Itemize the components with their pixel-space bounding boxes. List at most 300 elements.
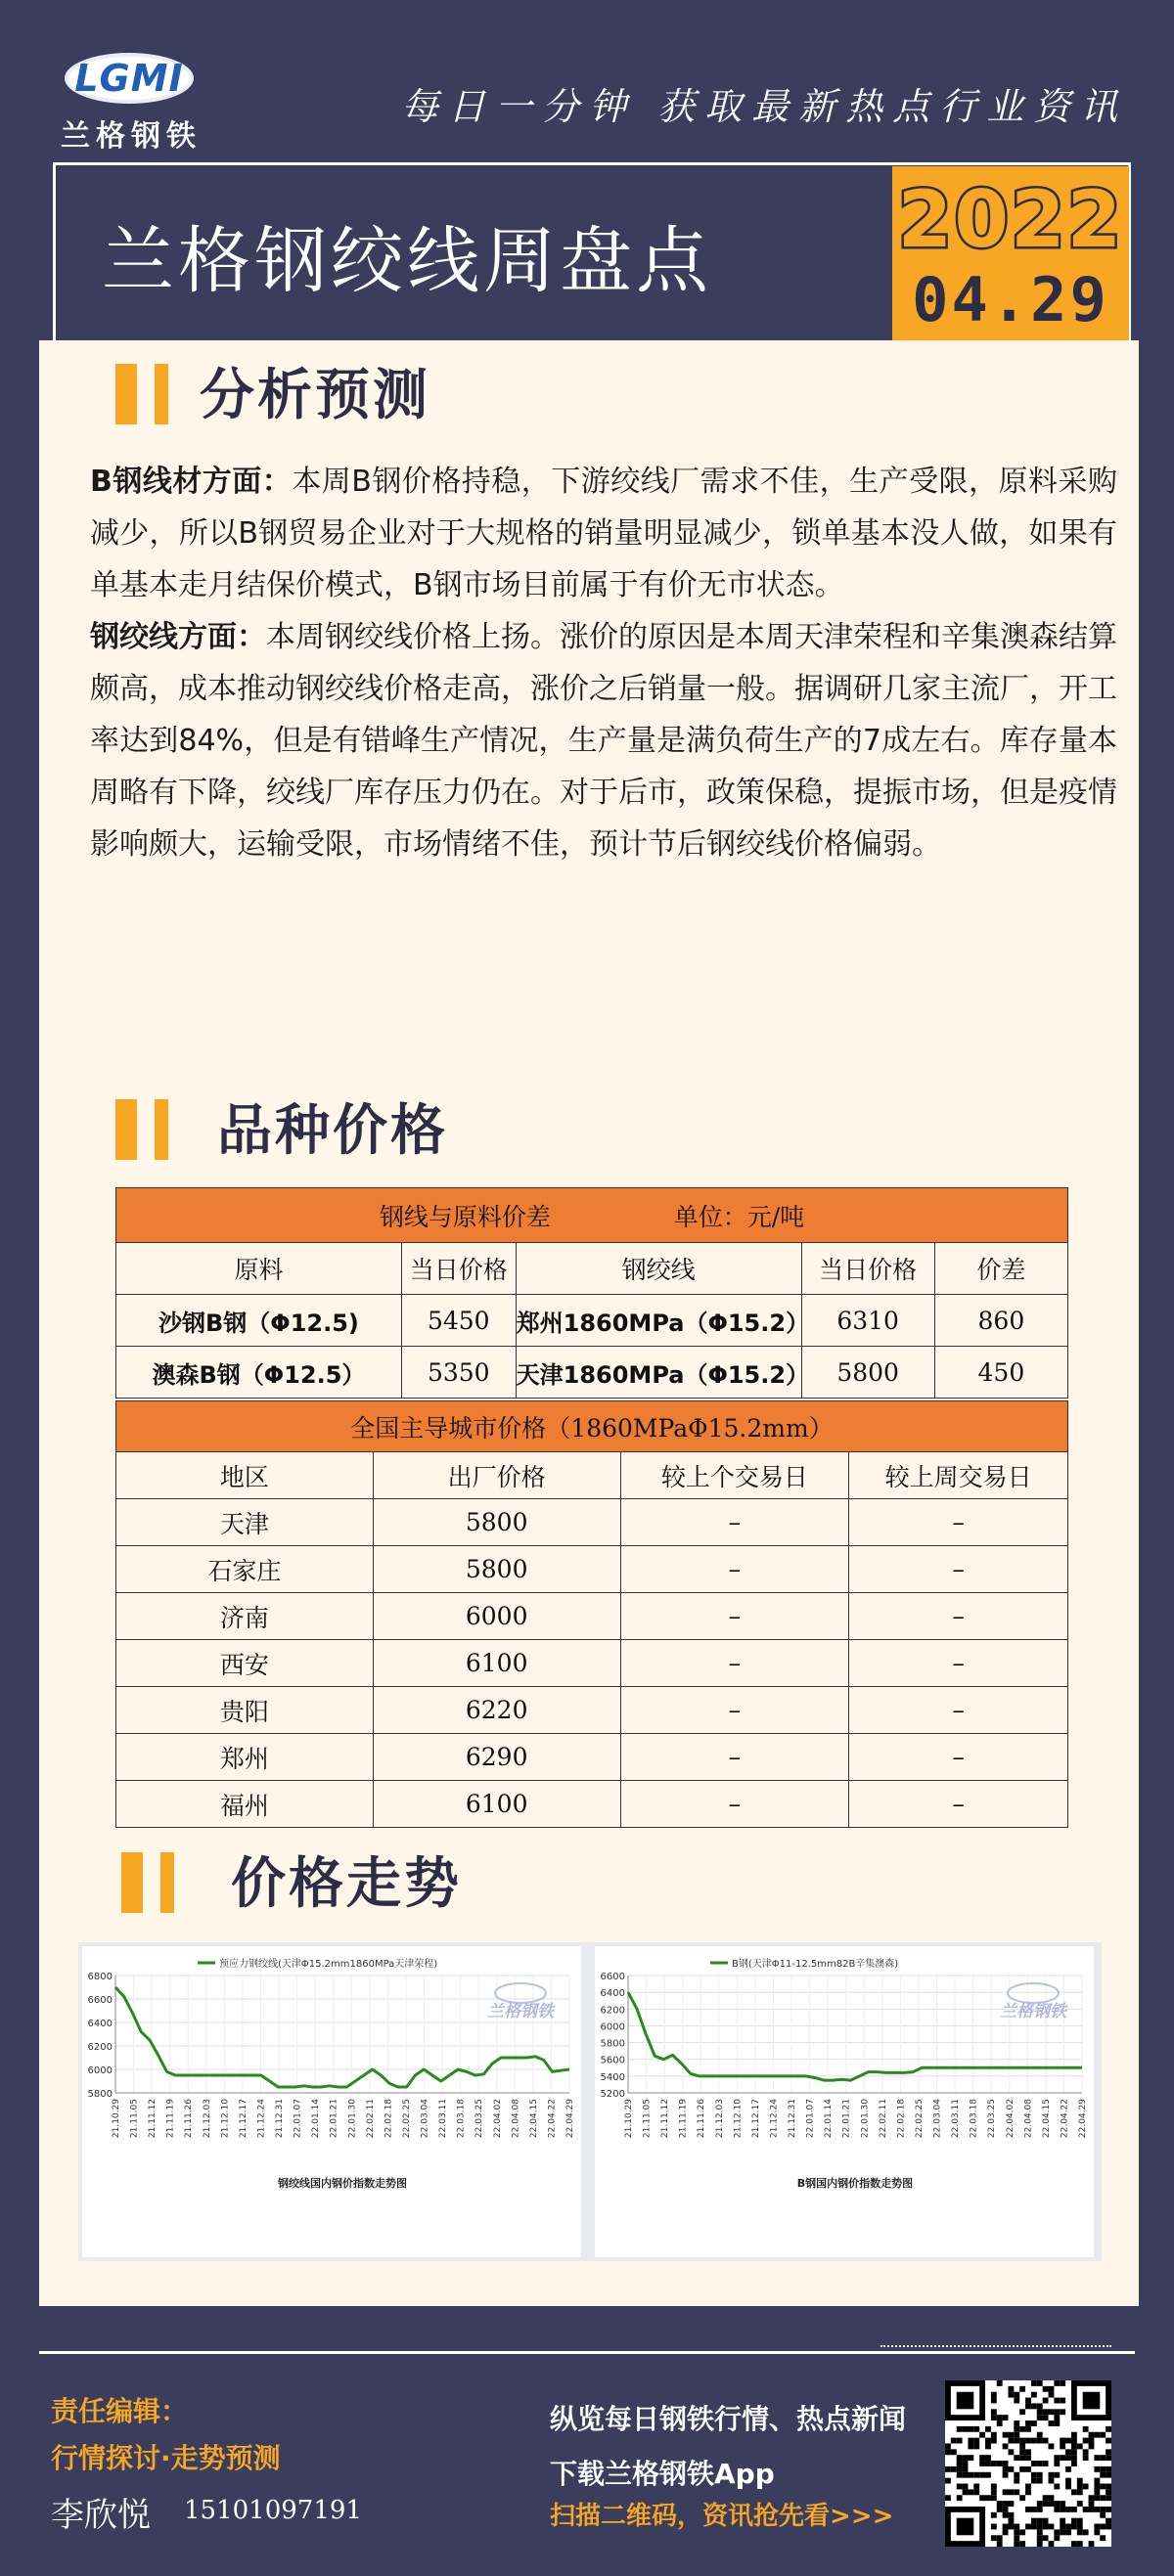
qr-module — [1019, 2438, 1025, 2444]
qr-module — [1071, 2541, 1077, 2547]
qr-module — [985, 2495, 991, 2501]
chart-title: 钢绞线国内钢价指数走势图 — [278, 2177, 407, 2190]
x-tick-label: 21.12.31 — [788, 2099, 798, 2139]
qr-module — [1049, 2472, 1055, 2478]
qr-module — [1054, 2398, 1060, 2404]
section-title-prices: 品种价格 — [217, 1099, 448, 1163]
y-tick-label: 6200 — [600, 2005, 625, 2017]
qr-module — [1043, 2461, 1049, 2466]
qr-module — [945, 2443, 951, 2449]
qr-module — [1031, 2518, 1037, 2524]
qr-module — [1065, 2524, 1071, 2530]
x-tick-label: 21.11.12 — [660, 2099, 671, 2139]
strand-price-chart — [82, 1946, 581, 2257]
x-tick-label: 21.12.17 — [238, 2099, 248, 2139]
x-tick-label: 21.11.05 — [642, 2099, 653, 2139]
qr-module — [1077, 2501, 1083, 2507]
qr-module — [1043, 2535, 1049, 2541]
table-row — [116, 1781, 1068, 1828]
qr-module — [1100, 2507, 1106, 2512]
qr-module — [1037, 2529, 1043, 2535]
column-header: 较上个交易日 — [620, 1452, 849, 1499]
qr-module — [951, 2449, 957, 2455]
x-tick-label: 21.11.26 — [697, 2099, 707, 2139]
legend-label: B钢(天津Φ11-12.5mm82B辛集澳森) — [732, 1959, 899, 1970]
qr-module — [991, 2495, 997, 2501]
qr-module — [1083, 2426, 1089, 2432]
qr-module — [1008, 2501, 1014, 2507]
brand-logo — [57, 47, 203, 155]
qr-module — [1106, 2472, 1111, 2478]
x-tick-label: 22.04.02 — [492, 2099, 503, 2139]
qr-module — [1065, 2529, 1071, 2535]
qr-module — [1077, 2524, 1083, 2530]
qr-module — [1065, 2484, 1071, 2490]
table-cell: – — [849, 1593, 1068, 1640]
y-tick-label: 6600 — [87, 1995, 113, 2006]
qr-module — [1094, 2478, 1100, 2484]
qr-module — [997, 2535, 1003, 2541]
qr-code-icon[interactable] — [945, 2380, 1111, 2547]
qr-module — [1043, 2524, 1049, 2530]
qr-module — [1037, 2541, 1043, 2547]
qr-module — [945, 2478, 951, 2484]
x-tick-label: 22.02.18 — [384, 2099, 394, 2139]
x-tick-label: 22.03.04 — [420, 2099, 430, 2139]
qr-module — [1019, 2449, 1025, 2455]
table-row — [116, 1347, 1068, 1399]
date-year: 2022 — [897, 174, 1124, 265]
y-tick-label: 6800 — [87, 1972, 113, 1982]
qr-module — [1083, 2507, 1089, 2512]
x-tick-label: 21.12.24 — [256, 2099, 267, 2139]
x-tick-label: 22.04.15 — [1041, 2099, 1052, 2139]
analysis-paragraph-billet — [90, 456, 1117, 611]
qr-module — [1049, 2386, 1055, 2392]
qr-module — [1071, 2432, 1077, 2438]
qr-module — [1003, 2489, 1009, 2495]
x-tick-label: 22.02.11 — [878, 2099, 888, 2139]
qr-module — [1025, 2449, 1031, 2455]
qr-module — [1100, 2472, 1106, 2478]
qr-module — [1106, 2484, 1111, 2490]
qr-module — [1089, 2501, 1095, 2507]
qr-module — [1065, 2478, 1071, 2484]
billet-price-chart — [595, 1946, 1094, 2257]
qr-module — [1019, 2386, 1025, 2392]
x-tick-label: 21.11.26 — [184, 2099, 195, 2139]
qr-module — [1014, 2472, 1019, 2478]
qr-module — [1060, 2438, 1065, 2444]
qr-module — [1037, 2472, 1043, 2478]
table-cell: 5800 — [801, 1347, 934, 1399]
qr-module — [1031, 2507, 1037, 2512]
qr-module — [1043, 2386, 1049, 2392]
qr-module — [1014, 2432, 1019, 2438]
qr-module — [1071, 2443, 1077, 2449]
column-header: 钢绞线 — [516, 1243, 801, 1295]
x-tick-label: 22.04.29 — [565, 2099, 575, 2139]
table-cell: 郑州1860MPa（Φ15.2） — [516, 1295, 801, 1347]
x-tick-label: 22.01.14 — [311, 2099, 322, 2139]
qr-module — [968, 2455, 973, 2461]
qr-finder — [957, 2392, 974, 2410]
chart-watermark: 兰格钢铁 — [487, 2002, 554, 2021]
qr-module — [1014, 2398, 1019, 2404]
qr-module — [1014, 2421, 1019, 2426]
qr-module — [1037, 2518, 1043, 2524]
qr-module — [1003, 2501, 1009, 2507]
x-tick-label: 21.11.19 — [678, 2099, 689, 2139]
qr-module — [1037, 2409, 1043, 2415]
qr-module — [973, 2472, 979, 2478]
qr-module — [1054, 2472, 1060, 2478]
qr-module — [1054, 2507, 1060, 2512]
qr-module — [1100, 2466, 1106, 2472]
qr-module — [957, 2495, 963, 2501]
qr-module — [985, 2426, 991, 2432]
x-tick-label: 22.01.14 — [824, 2099, 835, 2139]
chart-watermark: 兰格钢铁 — [1000, 2002, 1066, 2021]
legend-label: 预应力钢绞线(天津Φ15.2mm1860MPa天津荣程) — [219, 1959, 438, 1970]
x-tick-label: 22.01.30 — [347, 2099, 358, 2139]
qr-module — [1094, 2495, 1100, 2501]
qr-module — [1060, 2529, 1065, 2535]
qr-module — [1008, 2386, 1014, 2392]
qr-module — [991, 2535, 997, 2541]
column-header: 出厂价格 — [373, 1452, 620, 1499]
x-tick-label: 22.04.08 — [511, 2099, 521, 2139]
editor-label: 责任编辑： — [51, 2395, 189, 2427]
qr-module — [1060, 2455, 1065, 2461]
x-tick-label: 22.02.25 — [914, 2099, 925, 2139]
qr-module — [997, 2380, 1003, 2386]
x-tick-label: 22.04.08 — [1023, 2099, 1034, 2139]
section-marker — [121, 1852, 143, 1913]
qr-module — [1094, 2455, 1100, 2461]
qr-module — [957, 2484, 963, 2490]
qr-module — [979, 2455, 985, 2461]
qr-module — [1019, 2529, 1025, 2535]
table-cell: – — [620, 1781, 849, 1828]
analysis-text — [90, 456, 1117, 870]
qr-module — [1077, 2443, 1083, 2449]
column-header: 当日价格 — [401, 1243, 516, 1295]
qr-module — [1083, 2455, 1089, 2461]
y-tick-label: 5800 — [87, 2089, 113, 2100]
qr-module — [1003, 2461, 1009, 2466]
date-month-day: 04.29 — [912, 264, 1109, 335]
logo-cn-text: 兰格钢铁 — [61, 119, 202, 154]
qr-module — [957, 2455, 963, 2461]
qr-module — [1037, 2415, 1043, 2421]
qr-module — [973, 2489, 979, 2495]
section-header-trend — [121, 1852, 610, 1931]
qr-module — [991, 2512, 997, 2518]
column-header: 地区 — [116, 1452, 374, 1499]
qr-module — [997, 2507, 1003, 2512]
section-header-analysis — [115, 364, 605, 442]
qr-module — [968, 2443, 973, 2449]
x-tick-label: 22.01.07 — [293, 2099, 303, 2139]
qr-module — [1003, 2472, 1009, 2478]
qr-module — [1071, 2438, 1077, 2444]
qr-module — [997, 2415, 1003, 2421]
qr-module — [1025, 2489, 1031, 2495]
qr-module — [1014, 2529, 1019, 2535]
qr-module — [1003, 2529, 1009, 2535]
section-header-prices — [115, 1099, 605, 1177]
qr-module — [1049, 2495, 1055, 2501]
qr-module — [1094, 2507, 1100, 2512]
qr-module — [1025, 2507, 1031, 2512]
qr-module — [1077, 2518, 1083, 2524]
table-row — [116, 1734, 1068, 1781]
table-cell: 860 — [934, 1295, 1067, 1347]
qr-module — [991, 2398, 997, 2404]
x-tick-label: 22.03.11 — [951, 2099, 962, 2139]
qr-module — [1003, 2432, 1009, 2438]
qr-module — [963, 2484, 969, 2490]
qr-module — [1049, 2524, 1055, 2530]
qr-module — [1043, 2518, 1049, 2524]
qr-module — [957, 2466, 963, 2472]
table-cell: 5800 — [373, 1499, 620, 1546]
table-row — [116, 1640, 1068, 1687]
qr-module — [963, 2466, 969, 2472]
table-cell: – — [849, 1687, 1068, 1734]
qr-module — [1049, 2421, 1055, 2426]
qr-module — [1065, 2449, 1071, 2455]
table-cell: – — [620, 1546, 849, 1593]
qr-module — [1003, 2507, 1009, 2512]
qr-module — [1014, 2489, 1019, 2495]
promo-line-3[interactable]: 扫描二维码，资讯抢先看>>> — [550, 2502, 894, 2531]
qr-finder — [1083, 2392, 1101, 2410]
table-cell: 福州 — [116, 1781, 374, 1828]
qr-module — [1031, 2403, 1037, 2409]
qr-module — [1106, 2455, 1111, 2461]
qr-module — [1071, 2524, 1077, 2530]
y-tick-label: 5600 — [600, 2055, 625, 2066]
qr-module — [1037, 2524, 1043, 2530]
qr-module — [1014, 2535, 1019, 2541]
x-tick-label: 21.12.17 — [750, 2099, 761, 2139]
city-price-table — [115, 1400, 1068, 1828]
section-title-trend: 价格走势 — [231, 1852, 462, 1916]
table-title-cell — [116, 1188, 1068, 1243]
qr-module — [1060, 2518, 1065, 2524]
qr-module — [963, 2455, 969, 2461]
table-cell: 450 — [934, 1347, 1067, 1399]
qr-module — [985, 2455, 991, 2461]
qr-module — [985, 2461, 991, 2466]
qr-module — [1008, 2524, 1014, 2530]
qr-module — [1019, 2455, 1025, 2461]
table-cell: – — [620, 1593, 849, 1640]
qr-module — [1089, 2432, 1095, 2438]
x-tick-label: 22.02.11 — [365, 2099, 376, 2139]
x-tick-label: 22.04.02 — [1005, 2099, 1016, 2139]
x-tick-label: 21.12.24 — [769, 2099, 780, 2139]
y-tick-label: 6200 — [87, 2042, 113, 2053]
section-marker — [160, 1852, 174, 1913]
y-tick-label: 5200 — [600, 2089, 625, 2100]
x-tick-label: 22.04.22 — [547, 2099, 558, 2139]
editor-subtitle: 行情探讨·走势预测 — [51, 2442, 281, 2474]
qr-finder — [957, 2518, 974, 2536]
qr-module — [1003, 2466, 1009, 2472]
qr-module — [1014, 2524, 1019, 2530]
qr-module — [963, 2461, 969, 2466]
table-header-row — [116, 1243, 1068, 1295]
qr-module — [973, 2484, 979, 2490]
x-tick-label: 21.11.19 — [165, 2099, 176, 2139]
column-header: 价差 — [934, 1243, 1067, 1295]
section-marker — [115, 1099, 137, 1160]
spread-table-unit: 单位：元/吨 — [673, 1202, 805, 1231]
table-cell: 6290 — [373, 1734, 620, 1781]
x-tick-label: 22.04.29 — [1078, 2099, 1088, 2139]
footer-dotted-divider — [880, 2345, 1111, 2347]
qr-module — [1019, 2443, 1025, 2449]
x-tick-label: 22.03.18 — [456, 2099, 467, 2139]
qr-module — [1094, 2432, 1100, 2438]
qr-module — [1054, 2421, 1060, 2426]
qr-module — [1054, 2529, 1060, 2535]
qr-module — [991, 2524, 997, 2530]
qr-module — [1083, 2529, 1089, 2535]
qr-module — [1043, 2501, 1049, 2507]
page-title: 兰格钢绞线周盘点 — [102, 219, 712, 303]
qr-module — [945, 2449, 951, 2455]
qr-module — [1049, 2478, 1055, 2484]
analysis-label-strand: 钢绞线方面： — [90, 620, 266, 654]
qr-module — [1043, 2415, 1049, 2421]
table-cell: 沙钢B钢（Φ12.5) — [116, 1295, 402, 1347]
x-tick-label: 21.12.10 — [220, 2099, 231, 2139]
qr-module — [1054, 2380, 1060, 2386]
x-tick-label: 22.02.18 — [896, 2099, 907, 2139]
qr-module — [1025, 2438, 1031, 2444]
y-tick-label: 6400 — [87, 2019, 113, 2029]
qr-module — [1106, 2495, 1111, 2501]
table-cell: – — [620, 1687, 849, 1734]
qr-module — [957, 2472, 963, 2478]
x-tick-label: 22.03.25 — [987, 2099, 998, 2139]
qr-module — [1060, 2443, 1065, 2449]
table-cell: 5350 — [401, 1347, 516, 1399]
qr-module — [1054, 2415, 1060, 2421]
qr-module — [1037, 2478, 1043, 2484]
qr-module — [1031, 2392, 1037, 2398]
promo-line-2: 下载兰格钢铁App — [550, 2458, 775, 2490]
qr-module — [1100, 2484, 1106, 2490]
table-cell: 西安 — [116, 1640, 374, 1687]
x-tick-label: 22.01.30 — [860, 2099, 871, 2139]
qr-module — [1025, 2524, 1031, 2530]
qr-module — [985, 2443, 991, 2449]
qr-module — [1094, 2524, 1100, 2530]
qr-module — [1089, 2443, 1095, 2449]
table-cell: – — [620, 1499, 849, 1546]
qr-module — [1031, 2461, 1037, 2466]
qr-module — [1008, 2489, 1014, 2495]
x-tick-label: 21.11.12 — [148, 2099, 158, 2139]
qr-module — [979, 2472, 985, 2478]
qr-module — [968, 2472, 973, 2478]
table-cell: 石家庄 — [116, 1546, 374, 1593]
logo-oval — [65, 53, 194, 104]
x-tick-label: 21.12.03 — [202, 2099, 212, 2139]
qr-module — [1060, 2501, 1065, 2507]
x-tick-label: 22.01.21 — [841, 2099, 852, 2139]
chart-title: B钢国内钢价指数走势图 — [796, 2177, 914, 2190]
qr-module — [1037, 2535, 1043, 2541]
table-title-row — [116, 1188, 1068, 1243]
table-cell: 天津 — [116, 1499, 374, 1546]
x-tick-label: 22.01.21 — [329, 2099, 339, 2139]
table-cell: 澳森B钢（Φ12.5） — [116, 1347, 402, 1399]
qr-module — [1049, 2409, 1055, 2415]
qr-module — [973, 2443, 979, 2449]
qr-module — [1003, 2512, 1009, 2518]
qr-module — [991, 2484, 997, 2490]
qr-module — [1014, 2426, 1019, 2432]
qr-module — [1014, 2478, 1019, 2484]
qr-module — [1106, 2518, 1111, 2524]
qr-module — [1014, 2541, 1019, 2547]
qr-module — [1019, 2426, 1025, 2432]
table-row — [116, 1499, 1068, 1546]
qr-module — [1031, 2472, 1037, 2478]
qr-module — [951, 2438, 957, 2444]
table-header-row — [116, 1452, 1068, 1499]
qr-module — [991, 2392, 997, 2398]
qr-module — [985, 2472, 991, 2478]
x-tick-label: 22.04.22 — [1060, 2099, 1070, 2139]
column-header: 较上周交易日 — [849, 1452, 1068, 1499]
slogan: 每日一分钟 获取最新热点行业资讯 — [401, 85, 1128, 128]
table-row — [116, 1295, 1068, 1347]
qr-module — [997, 2421, 1003, 2426]
qr-module — [1071, 2489, 1077, 2495]
qr-module — [1077, 2484, 1083, 2490]
qr-module — [1025, 2484, 1031, 2490]
x-tick-label: 22.04.15 — [528, 2099, 539, 2139]
table-cell: – — [849, 1781, 1068, 1828]
section-marker — [155, 1099, 168, 1160]
qr-module — [1100, 2535, 1106, 2541]
y-tick-label: 6000 — [600, 2021, 625, 2033]
qr-module — [1031, 2438, 1037, 2444]
qr-module — [1049, 2501, 1055, 2507]
logo-text: LGMI — [74, 57, 184, 100]
x-tick-label: 22.03.18 — [969, 2099, 979, 2139]
qr-module — [1037, 2501, 1043, 2507]
qr-module — [1071, 2455, 1077, 2461]
qr-module — [1037, 2432, 1043, 2438]
qr-module — [1008, 2466, 1014, 2472]
qr-module — [1083, 2484, 1089, 2490]
table-cell: 5450 — [401, 1295, 516, 1347]
qr-module — [1089, 2495, 1095, 2501]
qr-module — [997, 2541, 1003, 2547]
qr-module — [1049, 2541, 1055, 2547]
qr-module — [963, 2426, 969, 2432]
y-tick-label: 6000 — [87, 2065, 113, 2076]
city-table-title: 全国主导城市价格（1860MPaΦ15.2mm） — [116, 1401, 1068, 1452]
